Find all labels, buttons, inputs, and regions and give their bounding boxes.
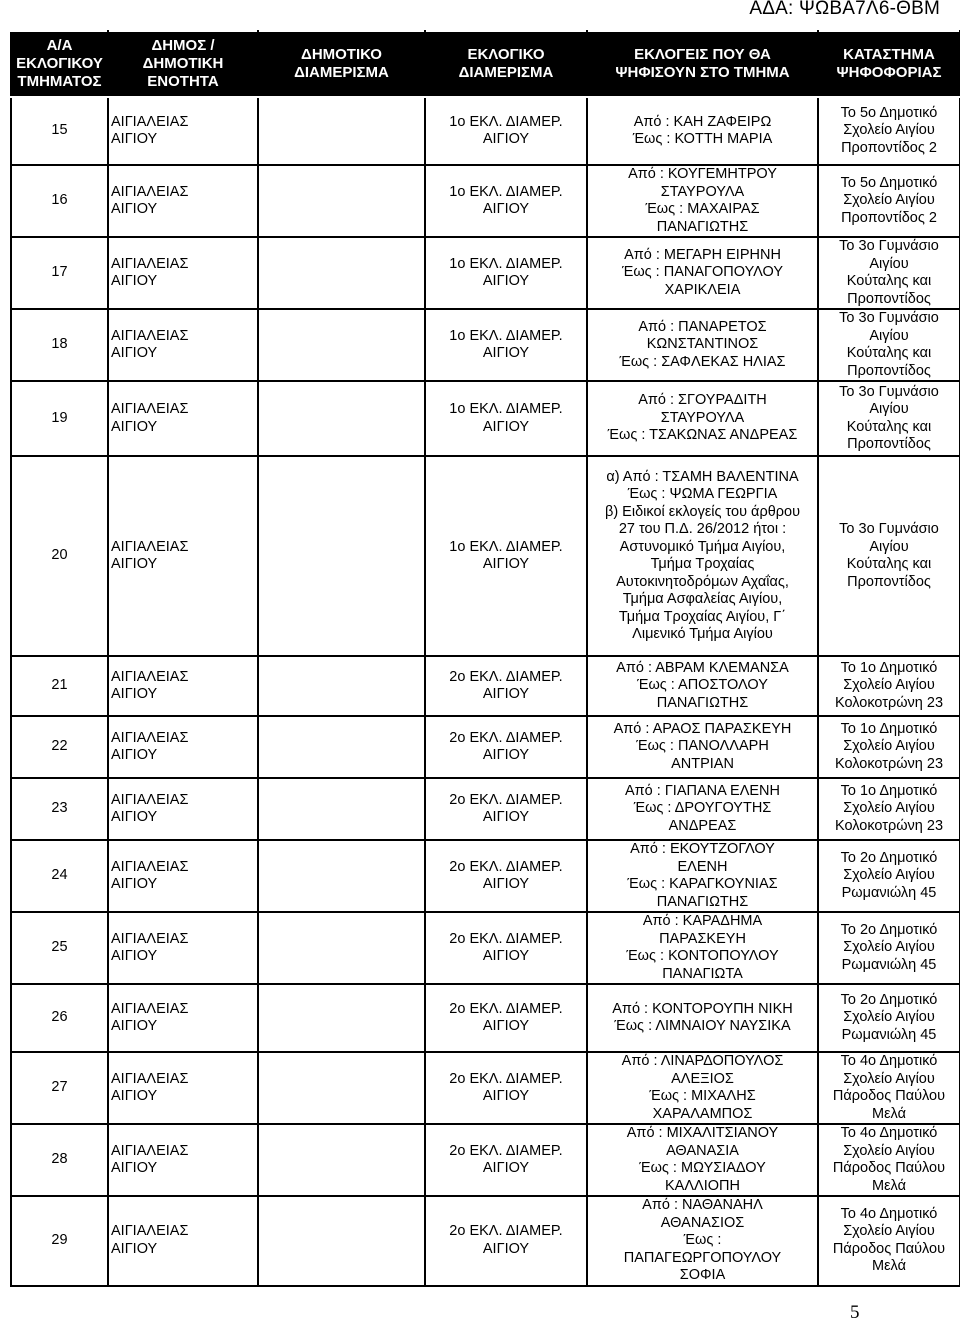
electoral-district-cell: 2ο ΕΚΛ. ΔΙΑΜΕΡ. ΑΙΓΙΟΥ	[425, 840, 587, 912]
polling-station-cell: Το 5ο Δημοτικό Σχολείο Αιγίου Προποντίδος 2	[818, 165, 960, 237]
electoral-district-cell: 1ο ΕΚΛ. ΔΙΑΜΕΡ. ΑΙΓΙΟΥ	[425, 237, 587, 309]
electoral-district-cell: 1ο ΕΚΛ. ΔΙΑΜΕΡ. ΑΙΓΙΟΥ	[425, 456, 587, 656]
municipality-cell: ΑΙΓΙΑΛΕΙΑΣ ΑΙΓΙΟΥ	[108, 165, 258, 237]
polling-station-cell: Το 3ο Γυμνάσιο Αιγίου Κούταλης και Προποντίδος	[818, 309, 960, 381]
voters-range-cell: Από : ΕΚΟΥΤΖΟΓΛΟΥ ΕΛΕΝΗ Έως : ΚΑΡΑΓΚΟΥΝΙΑΣ ΠΑΝΑΓΙΩΤΗΣ	[587, 840, 818, 912]
municipal-district-cell	[258, 165, 425, 237]
row-number: 27	[11, 1052, 108, 1124]
municipal-district-cell	[258, 656, 425, 716]
table-row	[11, 1196, 960, 1286]
electoral-district-cell: 2ο ΕΚΛ. ΔΙΑΜΕΡ. ΑΙΓΙΟΥ	[425, 1052, 587, 1124]
municipal-district-cell	[258, 456, 425, 656]
table-row	[11, 97, 960, 165]
municipal-district-cell	[258, 840, 425, 912]
municipality-cell: ΑΙΓΙΑΛΕΙΑΣ ΑΙΓΙΟΥ	[108, 97, 258, 165]
municipal-district-cell	[258, 984, 425, 1052]
municipality-cell: ΑΙΓΙΑΛΕΙΑΣ ΑΙΓΙΟΥ	[108, 778, 258, 840]
voters-range-cell: Από : ΣΓΟΥΡΑΔΙΤΗ ΣΤΑΥΡΟΥΛΑ Έως : ΤΣΑΚΩΝΑΣ ΑΝΔΡΕΑΣ	[587, 381, 818, 456]
voters-range-cell: Από : ΜΙΧΑΛΙΤΣΙΑΝΟΥ ΑΘΑΝΑΣΙΑ Έως : ΜΩΥΣΙΑΔΟΥ ΚΑΛΛΙΟΠΗ	[587, 1124, 818, 1196]
table-row	[11, 716, 960, 778]
voters-range-cell: Από : ΚΟΥΓΕΜΗΤΡΟΥ ΣΤΑΥΡΟΥΛΑ Έως : ΜΑΧΑΙΡΑΣ ΠΑΝΑΓΙΩΤΗΣ	[587, 165, 818, 237]
municipality-cell: ΑΙΓΙΑΛΕΙΑΣ ΑΙΓΙΟΥ	[108, 1196, 258, 1286]
electoral-district-cell: 2ο ΕΚΛ. ΔΙΑΜΕΡ. ΑΙΓΙΟΥ	[425, 1124, 587, 1196]
electoral-district-cell: 2ο ΕΚΛ. ΔΙΑΜΕΡ. ΑΙΓΙΟΥ	[425, 656, 587, 716]
voters-range-cell: Από : ΚΑΡΑΔΗΜΑ ΠΑΡΑΣΚΕΥΗ Έως : ΚΟΝΤΟΠΟΥΛΟΥ ΠΑΝΑΓΙΩΤΑ	[587, 912, 818, 984]
header-municipality: ΔΗΜΟΣ / ΔΗΜΟΤΙΚΗ ΕΝΟΤΗΤΑ	[108, 31, 258, 97]
municipality-cell: ΑΙΓΙΑΛΕΙΑΣ ΑΙΓΙΟΥ	[108, 456, 258, 656]
polling-station-cell: Το 4ο Δημοτικό Σχολείο Αιγίου Πάροδος Παύλου Μελά	[818, 1052, 960, 1124]
header-voters: ΕΚΛΟΓΕΙΣ ΠΟΥ ΘΑ ΨΗΦΙΣΟΥΝ ΣΤΟ ΤΜΗΜΑ	[587, 31, 818, 97]
page-number: 5	[850, 1302, 860, 1323]
polling-station-cell: Το 5ο Δημοτικό Σχολείο Αιγίου Προποντίδος 2	[818, 97, 960, 165]
municipal-district-cell	[258, 97, 425, 165]
electoral-district-cell: 1ο ΕΚΛ. ΔΙΑΜΕΡ. ΑΙΓΙΟΥ	[425, 309, 587, 381]
electoral-district-cell: 2ο ΕΚΛ. ΔΙΑΜΕΡ. ΑΙΓΙΟΥ	[425, 912, 587, 984]
electoral-district-cell: 2ο ΕΚΛ. ΔΙΑΜΕΡ. ΑΙΓΙΟΥ	[425, 716, 587, 778]
row-number: 21	[11, 656, 108, 716]
table-row	[11, 656, 960, 716]
municipality-cell: ΑΙΓΙΑΛΕΙΑΣ ΑΙΓΙΟΥ	[108, 912, 258, 984]
table-row	[11, 237, 960, 309]
header-station: ΚΑΤΑΣΤΗΜΑ ΨΗΦΟΦΟΡΙΑΣ	[818, 31, 960, 97]
electoral-district-cell: 2ο ΕΚΛ. ΔΙΑΜΕΡ. ΑΙΓΙΟΥ	[425, 778, 587, 840]
voters-range-cell: Από : ΚΟΝΤΟΡΟΥΠΗ ΝΙΚΗ Έως : ΛΙΜΝΑΙΟΥ ΝΑΥΣΙΚΑ	[587, 984, 818, 1052]
municipality-cell: ΑΙΓΙΑΛΕΙΑΣ ΑΙΓΙΟΥ	[108, 237, 258, 309]
row-number: 22	[11, 716, 108, 778]
voters-range-cell: Από : ΑΡΑΟΣ ΠΑΡΑΣΚΕΥΗ Έως : ΠΑΝΟΛΛΑΡΗ ΑΝΤΡΙΑΝ	[587, 716, 818, 778]
municipality-cell: ΑΙΓΙΑΛΕΙΑΣ ΑΙΓΙΟΥ	[108, 381, 258, 456]
table-row	[11, 984, 960, 1052]
table-row	[11, 778, 960, 840]
row-number: 28	[11, 1124, 108, 1196]
voters-range-cell: α) Από : ΤΣΑΜΗ ΒΑΛΕΝΤΙΝΑ Έως : ΨΩΜΑ ΓΕΩΡΓΙΑ β) Ειδικοί εκλογείς του άρθρου 27 του Π.Δ. 26/2012 ήτοι : Αστυνομικό Τμήμα Αιγίου, Τμήμα Τροχαίας Αυτοκινητοδρόμων Αχαΐας, Τμήμα Ασφαλείας Αιγίου, Τμήμα Τροχαίας Αιγίου, Γ΄ Λιμενικό Τμήμα Αιγίου	[587, 456, 818, 656]
table-row	[11, 912, 960, 984]
polling-station-cell: Το 1ο Δημοτικό Σχολείο Αιγίου Κολοκοτρώνη 23	[818, 778, 960, 840]
row-number: 24	[11, 840, 108, 912]
municipality-cell: ΑΙΓΙΑΛΕΙΑΣ ΑΙΓΙΟΥ	[108, 840, 258, 912]
polling-station-cell: Το 3ο Γυμνάσιο Αιγίου Κούταλης και Προποντίδος	[818, 381, 960, 456]
electoral-district-cell: 2ο ΕΚΛ. ΔΙΑΜΕΡ. ΑΙΓΙΟΥ	[425, 984, 587, 1052]
polling-station-cell: Το 2ο Δημοτικό Σχολείο Αιγίου Ρωμανιώλη 45	[818, 840, 960, 912]
row-number: 15	[11, 97, 108, 165]
municipal-district-cell	[258, 237, 425, 309]
voters-range-cell: Από : ΜΕΓΑΡΗ ΕΙΡΗΝΗ Έως : ΠΑΝΑΓΟΠΟΥΛΟΥ ΧΑΡΙΚΛΕΙΑ	[587, 237, 818, 309]
municipal-district-cell	[258, 778, 425, 840]
electoral-district-cell: 1ο ΕΚΛ. ΔΙΑΜΕΡ. ΑΙΓΙΟΥ	[425, 165, 587, 237]
municipality-cell: ΑΙΓΙΑΛΕΙΑΣ ΑΙΓΙΟΥ	[108, 1052, 258, 1124]
row-number: 18	[11, 309, 108, 381]
table-row	[11, 309, 960, 381]
municipality-cell: ΑΙΓΙΑΛΕΙΑΣ ΑΙΓΙΟΥ	[108, 984, 258, 1052]
municipal-district-cell	[258, 912, 425, 984]
municipality-cell: ΑΙΓΙΑΛΕΙΑΣ ΑΙΓΙΟΥ	[108, 656, 258, 716]
voters-range-cell: Από : ΚΑΗ ΖΑΦΕΙΡΩ Έως : ΚΟΤΤΗ ΜΑΡΙΑ	[587, 97, 818, 165]
municipal-district-cell	[258, 716, 425, 778]
polling-station-cell: Το 1ο Δημοτικό Σχολείο Αιγίου Κολοκοτρώνη 23	[818, 656, 960, 716]
voters-range-cell: Από : ΛΙΝΑΡΔΟΠΟΥΛΟΣ ΑΛΕΞΙΟΣ Έως : ΜΙΧΑΛΗΣ ΧΑΡΑΛΑΜΠΟΣ	[587, 1052, 818, 1124]
polling-station-cell: Το 1ο Δημοτικό Σχολείο Αιγίου Κολοκοτρώνη 23	[818, 716, 960, 778]
polling-station-cell: Το 3ο Γυμνάσιο Αιγίου Κούταλης και Προποντίδος	[818, 456, 960, 656]
header-electoral-district: ΕΚΛΟΓΙΚΟ ΔΙΑΜΕΡΙΣΜΑ	[425, 31, 587, 97]
voters-range-cell: Από : ΓΙΑΠΑΝΑ ΕΛΕΝΗ Έως : ΔΡΟΥΓΟΥΤΗΣ ΑΝΔΡΕΑΣ	[587, 778, 818, 840]
row-number: 25	[11, 912, 108, 984]
polling-station-cell: Το 2ο Δημοτικό Σχολείο Αιγίου Ρωμανιώλη 45	[818, 912, 960, 984]
polling-station-cell: Το 2ο Δημοτικό Σχολείο Αιγίου Ρωμανιώλη 45	[818, 984, 960, 1052]
polling-stations-table	[10, 30, 960, 1287]
municipal-district-cell	[258, 1124, 425, 1196]
municipal-district-cell	[258, 309, 425, 381]
row-number: 29	[11, 1196, 108, 1286]
electoral-district-cell: 2ο ΕΚΛ. ΔΙΑΜΕΡ. ΑΙΓΙΟΥ	[425, 1196, 587, 1286]
row-number: 17	[11, 237, 108, 309]
header-municipal-district: ΔΗΜΟΤΙΚΟ ΔΙΑΜΕΡΙΣΜΑ	[258, 31, 425, 97]
document-code: ΑΔΑ: ΨΩΒΑ7Λ6-ΘΒΜ	[749, 0, 940, 19]
table-row	[11, 1052, 960, 1124]
municipal-district-cell	[258, 1052, 425, 1124]
municipality-cell: ΑΙΓΙΑΛΕΙΑΣ ΑΙΓΙΟΥ	[108, 716, 258, 778]
electoral-district-cell: 1ο ΕΚΛ. ΔΙΑΜΕΡ. ΑΙΓΙΟΥ	[425, 97, 587, 165]
electoral-district-cell: 1ο ΕΚΛ. ΔΙΑΜΕΡ. ΑΙΓΙΟΥ	[425, 381, 587, 456]
municipal-district-cell	[258, 1196, 425, 1286]
header-aa: Α/Α ΕΚΛΟΓΙΚΟΥ ΤΜΗΜΑΤΟΣ	[11, 31, 108, 97]
table-row	[11, 381, 960, 456]
municipality-cell: ΑΙΓΙΑΛΕΙΑΣ ΑΙΓΙΟΥ	[108, 309, 258, 381]
table-row	[11, 456, 960, 656]
table-row	[11, 840, 960, 912]
municipality-cell: ΑΙΓΙΑΛΕΙΑΣ ΑΙΓΙΟΥ	[108, 1124, 258, 1196]
row-number: 16	[11, 165, 108, 237]
voters-range-cell: Από : ΝΑΘΑΝΑΗΛ ΑΘΑΝΑΣΙΟΣ Έως : ΠΑΠΑΓΕΩΡΓΟΠΟΥΛΟΥ ΣΟΦΙΑ	[587, 1196, 818, 1286]
table-header-row	[11, 31, 960, 97]
polling-station-cell: Το 4ο Δημοτικό Σχολείο Αιγίου Πάροδος Παύλου Μελά	[818, 1196, 960, 1286]
voters-range-cell: Από : ΑΒΡΑΜ ΚΛΕΜΑΝΣΑ Έως : ΑΠΟΣΤΟΛΟΥ ΠΑΝΑΓΙΩΤΗΣ	[587, 656, 818, 716]
row-number: 26	[11, 984, 108, 1052]
polling-station-cell: Το 3ο Γυμνάσιο Αιγίου Κούταλης και Προποντίδος	[818, 237, 960, 309]
table-row	[11, 1124, 960, 1196]
polling-station-cell: Το 4ο Δημοτικό Σχολείο Αιγίου Πάροδος Παύλου Μελά	[818, 1124, 960, 1196]
voters-range-cell: Από : ΠΑΝΑΡΕΤΟΣ ΚΩΝΣΤΑΝΤΙΝΟΣ Έως : ΣΑΦΛΕΚΑΣ ΗΛΙΑΣ	[587, 309, 818, 381]
table-row	[11, 165, 960, 237]
row-number: 19	[11, 381, 108, 456]
row-number: 20	[11, 456, 108, 656]
row-number: 23	[11, 778, 108, 840]
municipal-district-cell	[258, 381, 425, 456]
